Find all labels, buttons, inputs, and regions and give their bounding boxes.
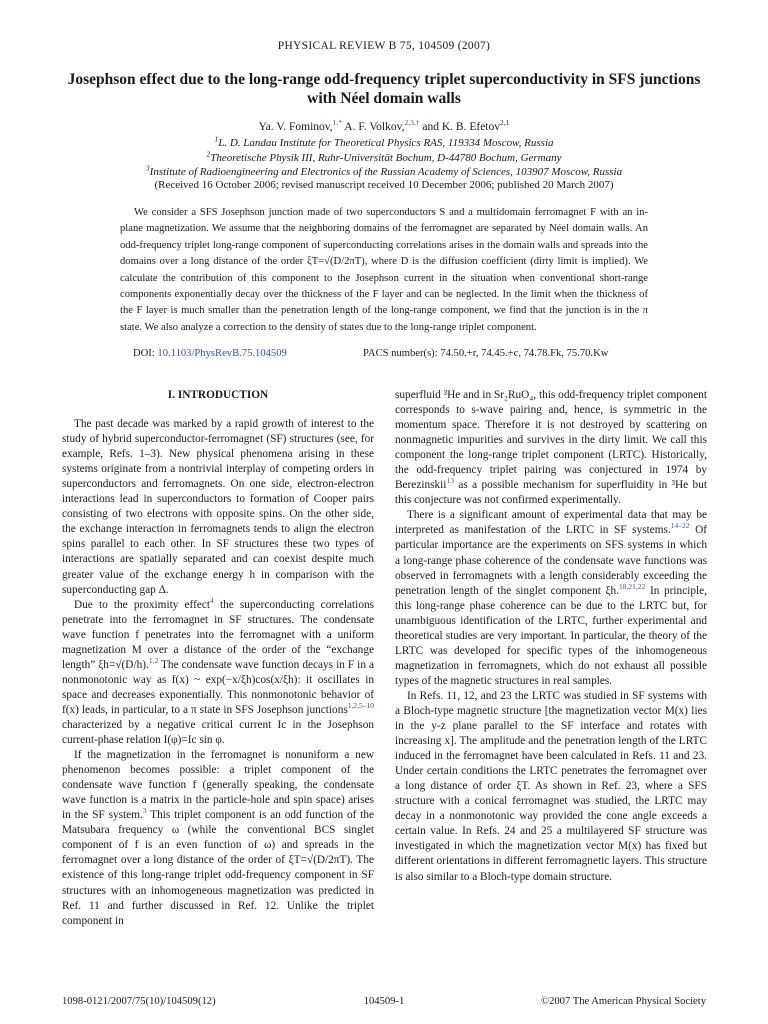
author-efetov: and K. B. Efetov bbox=[419, 121, 500, 133]
affiliation-2-number: 2 bbox=[206, 149, 211, 159]
citation-ref[interactable]: 14–22 bbox=[670, 521, 690, 531]
citation-ref[interactable]: 3 bbox=[142, 806, 147, 816]
affiliation-3-number: 3 bbox=[145, 163, 150, 173]
citation-ref[interactable]: 4 bbox=[210, 595, 214, 605]
affiliation-1-text: L. D. Landau Institute for Theoretical Physics RAS, 119334 Moscow, Russia bbox=[218, 137, 554, 149]
text-run: characterized by a negative critical current Ic in the Josephson current-phase relation I(φ)=Ic sin φ. bbox=[62, 718, 374, 747]
citation-ref[interactable]: 1,2 bbox=[148, 656, 159, 666]
affiliation-2-text: Theoretische Physik III, Ruhr-Universität Bochum, D-44780 Bochum, Germany bbox=[210, 152, 562, 164]
intro-paragraph-3 bbox=[62, 748, 374, 929]
right-column bbox=[395, 388, 707, 885]
author-volkov: A. F. Volkov, bbox=[342, 121, 405, 133]
paper-title bbox=[60, 70, 708, 108]
title-line-1: Josephson effect due to the long-range odd-frequency triplet superconductivity in SFS junctions bbox=[67, 71, 701, 88]
abstract-text: We consider a SFS Josephson junction made of two superconductors S and a multidomain ferromagnet F with an in-plane magnetization. We assume that the neighboring domains of the ferromagnet are separated by Néel domain walls. An odd-frequency triplet long-range component of superconducting correlations arises in the domain walls and spreads into the domains over a long distance of the order ξT=√(D/2πT), where D is the diffusion coefficient (dirty limit is implied). We calculate the contribution of this component to the Josephson current in the situation when conventional short-range components exponentially decay over the thickness of the F layer and can be neglected. In the limit when the thickness of the F layer is much smaller than the penetration length of the long-range component, we find that the junction is in the π state. We also analyze a correction to the density of states due to the long-range triplet component. bbox=[120, 207, 648, 333]
abstract bbox=[120, 205, 648, 336]
intro-paragraph-5: In Refs. 11, 12, and 23 the LRTC was studied in SF systems with a Bloch-type magnetic structure [the magnetization vector M(x) lies in the y-z plane parallel to the SF interface and rotates with increasing x]. The amplitude and the penetration length of the LRTC induced in the ferromagnet have been calculated in Refs. 11 and 23. Under certain conditions the LRTC penetrates the ferromagnet over a long distance of order ξT. As shown in Ref. 23, where a SFS structure with a conical ferromagnet was studied, the LRTC may decay in a nonmonotonic way provided the cone angle exceeds a certain value. In Refs. 24 and 25 a multilayered SF structure was investigated in which the magnetization vector M(x) has fixed but different orientations in different ferromagnetic layers. This structure is also similar to a Bloch-type domain structure. bbox=[395, 689, 707, 883]
text-run: Due to the proximity effect bbox=[74, 598, 211, 611]
affiliation-1-number: 1 bbox=[214, 134, 219, 144]
intro-paragraph-continued bbox=[395, 388, 707, 508]
pacs-numbers: PACS number(s): 74.50.+r, 74.45.+c, 74.78.Fk, 75.70.Kw bbox=[363, 348, 609, 359]
citation-ref[interactable]: 13 bbox=[446, 476, 454, 486]
text-run: Of particular importance are the experiments on SFS systems in which a long-range phase coherence of the condensate wave functions was observed in ferromagnets with a length considerably exceeding the penetration length of the singlet component ξh. bbox=[395, 524, 707, 597]
author-fominov-affil[interactable]: 1,* bbox=[332, 118, 343, 128]
doi-label: DOI: bbox=[133, 348, 158, 359]
section-heading: I. INTRODUCTION bbox=[167, 389, 269, 401]
text-run: In principle, this long-range phase coherence can be due to the LRTC but, for unambiguous identification of the LRTC, further experimental and theoretical studies are very important. In particular, the theory of the LRTC was developed for specific types of the inhomogeneous magnetization in ferromagnets, which do not exhaust all possible types of the magnetic structures in real samples. bbox=[395, 584, 707, 687]
citation-ref[interactable]: 1,2,5–10 bbox=[347, 701, 374, 711]
left-column bbox=[62, 388, 374, 929]
text-run: The condensate wave function decays in F in a nonmonotonic way as f(x) ~ exp(−x/ξh)cos(x/ξh): it oscillates in space and decreases exponentially. This nonmonotonic behavior of f(x) leads, in particular, to a π state in SFS Josephson junctions bbox=[62, 658, 374, 716]
author-list bbox=[0, 118, 768, 133]
footer-journal-code: 1098-0121/2007/75(10)/104509(12) bbox=[62, 996, 216, 1007]
text-run: There is a significant amount of experimental data that may be interpreted as manifestation of the LRTC in SF systems. bbox=[395, 509, 707, 537]
affiliation-3 bbox=[0, 163, 768, 178]
author-volkov-affil[interactable]: 2,3,† bbox=[404, 118, 420, 128]
affiliation-2 bbox=[0, 149, 768, 164]
text-run: This triplet component is an odd function of the Matsubara frequency ω (while the conventional BCS singlet component of f is an even function of ω) and spreads in the ferromagnet over a long distance of the order of ξT=√(D/2πT). The existence of this long-range triplet odd-frequency component in SF structures with an inhomogeneous magnetization was predicted in Ref. 11 and further discussed in Ref. 12. Unlike the triplet component in bbox=[62, 809, 374, 927]
text-run: superfluid ³He and in Sr₂RuO₄, this odd-frequency triplet component corresponds to s-wave pairing and, hence, is symmetric in the momentum space. Therefore it is not destroyed by scattering on nonmagnetic impurities and survives in the dirty limit. We call this component the long-range triplet component (LRTC). Historically, the odd-frequency triplet pairing was conjectured in 1974 by Berezinskii bbox=[395, 389, 707, 492]
doi-link[interactable]: 10.1103/PhysRevB.75.104509 bbox=[157, 348, 287, 359]
footer-page-number: 104509-1 bbox=[363, 996, 405, 1007]
text-run: If the magnetization in the ferromagnet is nonuniform a new phenomenon becomes possible: a triplet component of the condensate wave function f (generally speaking, the condensate wave function is a matrix in the particle-hole and spin space) arises in the SF system. bbox=[62, 749, 374, 822]
intro-paragraph-1: The past decade was marked by a rapid growth of interest to the study of hybrid superconductor-ferromagnet (SF) structures (see, for example, Refs. 1–3). New physical phenomena arising in these systems originate from a nontrivial interplay of competing orders in superconductors and ferromagnets. On one side, electron-electron interactions lead in superconductors to formation of Cooper pairs consisting of two electrons with opposite spins. On the other side, the exchange interaction in ferromagnets tends to align the electron spins parallel to each other. In SF structures these two types of interactions are spatially separated and can coexist despite much greater value of the exchange energy h in comparison with the superconducting gap Δ. bbox=[62, 418, 374, 596]
received-dates: (Received 16 October 2006; revised manuscript received 10 December 2006; published 20 March 2007) bbox=[154, 179, 614, 191]
affiliation-3-text: Institute of Radioengineering and Electronics of the Russian Academy of Sciences, 103907 Moscow, Russia bbox=[149, 166, 623, 178]
text-run: the superconducting correlations penetrate into the ferromagnet in SF structures. The condensate wave function f penetrates into the ferromagnet with a uniform magnetization M over a distance of the order of the “exchange length” ξh=√(D/h). bbox=[62, 598, 375, 671]
intro-paragraph-2 bbox=[62, 595, 375, 748]
author-fominov: Ya. V. Fominov, bbox=[258, 121, 333, 133]
citation-ref[interactable]: 18,21,22 bbox=[619, 581, 646, 591]
affiliation-1 bbox=[0, 134, 768, 149]
doi-pacs-line bbox=[133, 348, 653, 359]
footer-copyright: ©2007 The American Physical Society bbox=[541, 996, 706, 1007]
text-run: as a possible mechanism for superfluidity in ³He but this conjecture was not confirmed experimentally. bbox=[395, 479, 707, 507]
author-efetov-affil: 2,1 bbox=[500, 118, 510, 128]
intro-paragraph-4 bbox=[395, 508, 707, 689]
title-line-2: with Néel domain walls bbox=[307, 90, 461, 107]
journal-header: PHYSICAL REVIEW B 75, 104509 (2007) bbox=[277, 40, 491, 52]
